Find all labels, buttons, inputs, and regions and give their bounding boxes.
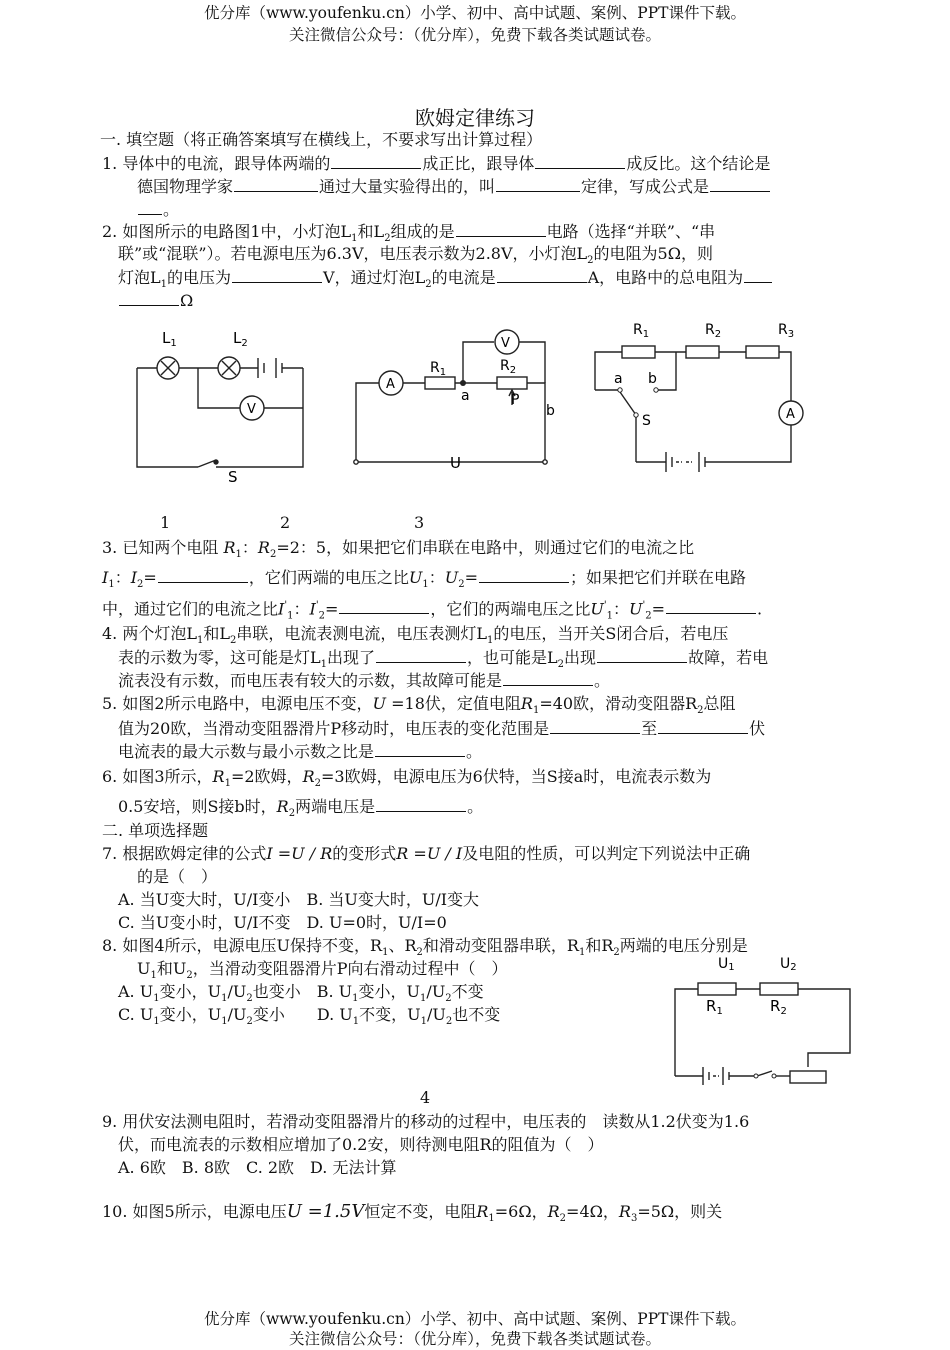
question-4-line-3: 流表没有示数，而电压表有较大的示数，其故障可能是 。 xyxy=(118,671,611,690)
figure-3-label-r3: $R_3$ xyxy=(778,322,795,340)
question-2-line-3: 灯泡$L_1$的电压为 V，通过灯泡$L_2$的电流是 A，电路中的总电阻为 xyxy=(118,266,852,296)
question-2-line-4: Ω xyxy=(118,289,852,312)
figure-2-label-u: U xyxy=(450,454,461,472)
option-d[interactable]: D. U=0时，U/I=0 xyxy=(306,913,447,932)
figure-1-number: 1 xyxy=(160,513,171,532)
blank[interactable] xyxy=(158,566,248,583)
figure-3-label-b: b xyxy=(648,371,657,387)
question-2-line-2: 联”或“混联”）。若电源电压为6.3V，电压表示数为2.8V，小灯泡$L_2$的电阻为5Ω，则 xyxy=(118,244,713,267)
figure-1-label-l2: $L_2$ xyxy=(233,329,248,349)
question-7-options-cd xyxy=(118,912,868,934)
question-5-line-2: 值为20欧，当滑动变阻器滑片P移动时，电压表的变化范围是 至 伏 xyxy=(118,719,766,738)
blank[interactable] xyxy=(535,152,625,169)
option-d[interactable]: D. $U_1$不变，$U_1/U_2$也不变 xyxy=(316,1005,501,1028)
blank[interactable] xyxy=(339,597,429,614)
blank[interactable] xyxy=(503,669,593,686)
blank[interactable] xyxy=(597,646,687,663)
blank[interactable] xyxy=(119,289,179,306)
figure-4-number: 4 xyxy=(420,1088,431,1107)
question-8-options-cd xyxy=(118,1004,658,1033)
figure-1-circuit xyxy=(137,357,303,467)
footer-line-1: 优分库（www.youfenku.cn）小学、初中、高中试题、案例、PPT课件下载。 xyxy=(203,1310,747,1328)
figure-3-number: 3 xyxy=(414,513,425,532)
question-9-line-2: 伏，而电流表的示数相应增加了0.2安，则待测电阻R的阻值为（ ） xyxy=(118,1135,604,1154)
figure-1-voltmeter-label: V xyxy=(247,402,256,417)
blank[interactable] xyxy=(375,740,465,757)
figure-2-label-p: P xyxy=(511,392,520,408)
question-6-line-1: 6. 如图3所示，$R_1=2$欧姆，$R_2=3$欧姆，电源电压为6伏特，当S接a时，电流表示数为 xyxy=(102,767,712,790)
figure-2-label-a: a xyxy=(461,388,470,404)
section-2-heading: 二. 单项选择题 xyxy=(102,821,209,840)
option-b[interactable]: B. 当U变大时，U/I变大 xyxy=(306,890,480,909)
question-4-line-1: 4. 两个灯泡$L_1$和$L_2$串联，电流表测电流，电压表测灯$L_1$的电压，当开关S闭合后，若电压 xyxy=(102,624,729,647)
question-9-line-1: 9. 用伏安法测电阻时，若滑动变阻器滑片的移动的过程中，电压表的 读数从1.2伏变为1.6 xyxy=(102,1112,750,1131)
question-5-line-3: 电流表的最大示数与最小示数之比是 。 xyxy=(118,742,483,761)
question-1-line-3: 。 xyxy=(137,198,852,221)
blank[interactable] xyxy=(376,646,466,663)
question-4-line-2: 表的示数为零，这可能是灯$L_1$出现了 ，也可能是$L_2$出现 故障，若电 xyxy=(118,648,769,671)
question-6-line-2: 0.5安培，则S接b时，$R_2$两端电压是 。 xyxy=(118,797,484,820)
header-line-2: 关注微信公众号：（优分库），免费下载各类试题试卷。 xyxy=(288,26,661,44)
question-2-line-1: 2. 如图所示的电路图1中，小灯泡$L_1$和$L_2$组成的是 电路（选择“并联”、“串 xyxy=(102,222,716,245)
figure-4-label-u1: U1 xyxy=(718,956,735,973)
figure-4-label-r2: $R_2$ xyxy=(770,997,787,1017)
figure-3-label-s: S xyxy=(642,413,651,429)
blank[interactable] xyxy=(456,220,546,237)
header-line-1: 优分库（www.youfenku.cn）小学、初中、高中试题、案例、PPT课件下载。 xyxy=(203,4,747,22)
circuit-figures-1-3 xyxy=(0,310,950,520)
section-1-heading: 一. 填空题（将正确答案填写在横线上，不要求写出计算过程） xyxy=(100,130,543,149)
question-3-line-2: $I_1$：$I_2=$ ，它们两端的电压之比$U_1$：$U_2=$ ；如果把它们并联在电路 xyxy=(102,568,746,591)
question-1-line-1: 1. 导体中的电流，跟导体两端的 成正比，跟导体 成反比。这个结论是 xyxy=(102,154,771,173)
blank[interactable] xyxy=(658,717,748,734)
blank[interactable] xyxy=(496,175,580,192)
figure-3-ammeter-label: A xyxy=(786,407,795,422)
figure-1-switch-label: S xyxy=(228,468,238,486)
page-title: 欧姆定律练习 xyxy=(415,106,535,130)
option-a[interactable]: A. $U_1$变小，$U_1/U_2$也变小 xyxy=(118,982,301,1005)
figure-2-label-r1: $R_1$ xyxy=(430,360,447,378)
blank[interactable] xyxy=(234,175,318,192)
figure-3-circuit xyxy=(595,346,803,472)
figure-1-label-l1: $L_1$ xyxy=(162,329,177,349)
question-7-line-2: 的是（ ） xyxy=(137,867,218,886)
blank[interactable] xyxy=(497,266,587,283)
blank[interactable] xyxy=(550,717,640,734)
question-3-line-1: 3. 已知两个电阻 $R_1$：$R_2=2$：5，如果把它们串联在电路中，则通过它们的电流之比 xyxy=(102,538,695,561)
question-7-options-ab xyxy=(118,889,868,911)
figure-2-label-r2: $R_2$ xyxy=(500,358,517,376)
figure-4-label-r1: $R_1$ xyxy=(706,997,723,1017)
footer-line-2: 关注微信公众号：（优分库），免费下载各类试题试卷。 xyxy=(288,1330,661,1348)
blank[interactable] xyxy=(744,266,772,283)
question-8-line-1: 8. 如图4所示，电源电压U保持不变，$R_1$、$R_2$和滑动变阻器串联，$R_1$和$R_2$两端的电压分别是 xyxy=(102,936,748,959)
blank[interactable] xyxy=(710,175,770,192)
blank[interactable] xyxy=(138,198,162,215)
option-c[interactable]: C. $U_1$变小，$U_1/U_2$变小 xyxy=(118,1005,285,1028)
figure-3-label-a: a xyxy=(614,371,623,387)
figure-2-number: 2 xyxy=(280,513,291,532)
question-1-line-2: 德国物理学家 通过大量实验得出的，叫 定律，写成公式是 xyxy=(137,175,852,198)
blank[interactable] xyxy=(331,152,421,169)
figure-2-voltmeter-label: V xyxy=(501,336,510,351)
circuit-figure-4 xyxy=(660,955,860,1095)
blank[interactable] xyxy=(479,566,569,583)
option-a[interactable]: A. 当U变大时，U/I变小 xyxy=(118,890,291,909)
figure-4-label-u2: U2 xyxy=(780,956,797,973)
blank[interactable] xyxy=(232,266,322,283)
option-c[interactable]: C. 当U变小时，U/I不变 xyxy=(118,913,291,932)
question-5-line-1: 5. 如图2所示电路中，电源电压不变，U =18伏，定值电阻$R_1=40$欧，滑动变阻器$R_2$总阻 xyxy=(102,694,736,717)
figure-3-label-r2: $R_2$ xyxy=(705,322,722,340)
question-8-line-2: $U_1$和$U_2$，当滑动变阻器滑片P向右滑动过程中（ ） xyxy=(137,959,508,982)
blank[interactable] xyxy=(666,597,756,614)
question-10-line-1: 10. 如图5所示，电源电压U =1.5V恒定不变，电阻$R_1=6\Omega$，$R_2=4\Omega$，$R_3=5\Omega$，则关 xyxy=(102,1201,723,1225)
figure-2-ammeter-label: A xyxy=(386,377,395,392)
figure-2-label-b: b xyxy=(546,403,555,419)
question-3-line-3: 中，通过它们的电流之比$I'_1$：$I'_2=$ ，它们的两端电压之比$U'_1$：$U'_2=$ . xyxy=(102,599,763,622)
option-b[interactable]: B. $U_1$变小，$U_1/U_2$不变 xyxy=(316,982,484,1005)
blank[interactable] xyxy=(376,795,466,812)
question-9-options[interactable]: A. 6欧 B. 8欧 C. 2欧 D. 无法计算 xyxy=(118,1158,397,1177)
figure-3-label-r1: $R_1$ xyxy=(633,322,650,340)
question-7-line-1: 7. 根据欧姆定律的公式I =U / R的变形式R =U / I及电阻的性质，可以判定下列说法中正确 xyxy=(102,844,751,863)
